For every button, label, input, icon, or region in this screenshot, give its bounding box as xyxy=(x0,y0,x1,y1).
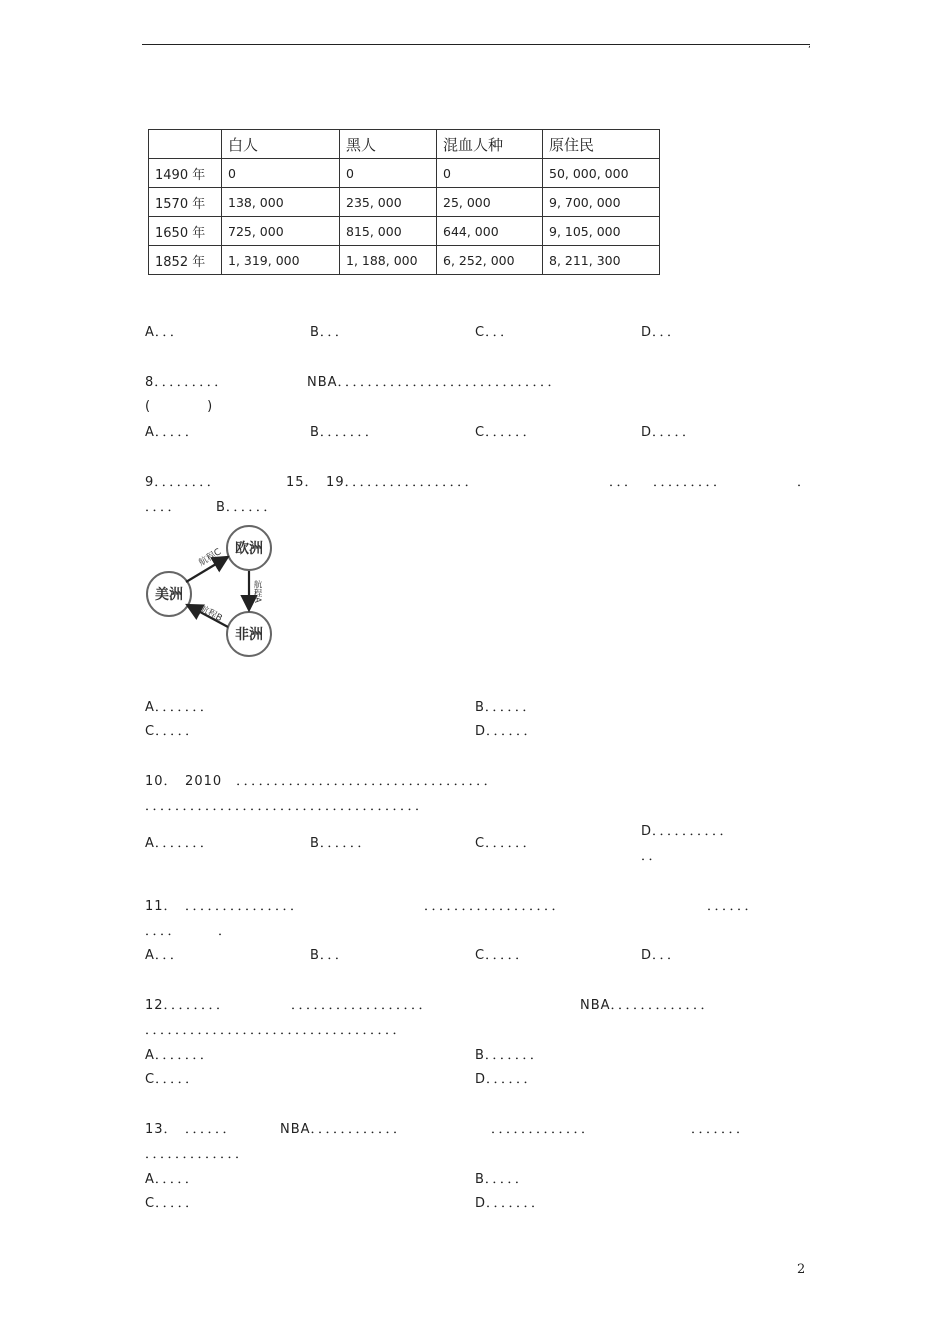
table-cell: 644, 000 xyxy=(437,217,543,246)
q7-option-b: B．．． xyxy=(310,325,349,340)
q9-stem-part5: ． xyxy=(797,475,812,490)
q13-option-a: A．．．．． xyxy=(145,1172,199,1187)
q12-option-b: B．．．．．．． xyxy=(475,1048,544,1063)
table-header-cell: 混血人种 xyxy=(437,130,543,159)
q13-stem-part1: 13． ．．．．．． xyxy=(145,1122,237,1137)
q9-stem-part2: 15． 19．．．．．．．．．．．．．．．．． xyxy=(286,475,479,490)
route-a-label: 航程A xyxy=(252,580,262,603)
table-cell: 9, 700, 000 xyxy=(543,188,660,217)
q11-stem-part2: ．．．．．．．．．．．．．．．．．． xyxy=(424,899,566,914)
america-label: 美洲 xyxy=(155,587,183,603)
q11-option-b: B．．． xyxy=(310,948,349,963)
europe-label: 欧洲 xyxy=(235,541,263,557)
q8-stem-part1: 8．．．．．．．．． xyxy=(145,375,229,390)
q8-option-a: A．．．．． xyxy=(145,425,199,440)
q8-stem-part2: NBA．．．．．．．．．．．．．．．．．．．．．．．．．．．．． xyxy=(307,375,562,390)
table-cell: 0 xyxy=(437,159,543,188)
q13-stem-line2: ．．．．．．．．．．．．． xyxy=(145,1147,250,1162)
q9-option-d: D．．．．．． xyxy=(475,724,538,739)
africa-node xyxy=(227,612,271,656)
q12-stem-part3: NBA．．．．．．．．．．．．． xyxy=(580,998,715,1013)
table-cell: 1852 年 xyxy=(149,246,222,275)
table-header-cell: 原住民 xyxy=(543,130,660,159)
q7-option-a: A．．． xyxy=(145,325,184,340)
europe-node xyxy=(227,526,271,570)
population-table xyxy=(148,129,660,275)
q10-stem-line2: ．．．．．．．．．．．．．．．．．．．．．．．．．．．．．．．．．．．．． xyxy=(145,799,430,814)
q13-option-b: B．．．．． xyxy=(475,1172,529,1187)
q11-stem-part5: ． xyxy=(218,924,233,939)
q13-stem-part2: NBA．．．．．．．．．．．． xyxy=(280,1122,408,1137)
table-cell: 25, 000 xyxy=(437,188,543,217)
q9-stem-part6: ．．．． xyxy=(145,500,182,515)
table-header-cell xyxy=(149,130,222,159)
q11-option-c: C．．．．． xyxy=(475,948,530,963)
q9-option-c: C．．．．． xyxy=(145,724,200,739)
table-row xyxy=(149,246,660,275)
table-cell: 1, 319, 000 xyxy=(222,246,340,275)
table-cell: 138, 000 xyxy=(222,188,340,217)
table-cell: 815, 000 xyxy=(340,217,437,246)
q12-stem-line2: ．．．．．．．．．．．．．．．．．．．．．．．．．．．．．．．．．． xyxy=(145,1023,407,1038)
q12-option-c: C．．．．． xyxy=(145,1072,200,1087)
route-b-label: 航程B xyxy=(197,603,224,625)
q13-option-d: D．．．．．．． xyxy=(475,1196,546,1211)
q9-option-b: B．．．．．． xyxy=(475,700,537,715)
table-row xyxy=(149,159,660,188)
table-cell: 1490 年 xyxy=(149,159,222,188)
q9-stem-part3: ．．． xyxy=(609,475,639,490)
q9-stem-part1: 9．．．．．．．． xyxy=(145,475,221,490)
q8-stem-bracket: ( ) xyxy=(145,399,214,414)
q13-stem-part4: ．．．．．．． xyxy=(691,1122,751,1137)
table-cell: 235, 000 xyxy=(340,188,437,217)
table-cell: 1650 年 xyxy=(149,217,222,246)
header-rule xyxy=(142,44,810,45)
q12-option-d: D．．．．．． xyxy=(475,1072,538,1087)
q9-stem-part4: ．．．．．．．．． xyxy=(653,475,728,490)
america-node xyxy=(147,572,191,616)
table-header-cell: 黑人 xyxy=(340,130,437,159)
q8-option-c: C．．．．．． xyxy=(475,425,537,440)
q10-option-d-cont: ．． xyxy=(641,849,663,864)
q11-option-d: D．．． xyxy=(641,948,682,963)
q12-stem-part2: ．．．．．．．．．．．．．．．．．． xyxy=(291,998,433,1013)
q9-option-a: A．．．．．．． xyxy=(145,700,214,715)
q7-option-c: C．．． xyxy=(475,325,515,340)
q7-option-d: D．．． xyxy=(641,325,682,340)
q13-option-c: C．．．．． xyxy=(145,1196,200,1211)
table-cell: 8, 211, 300 xyxy=(543,246,660,275)
table-header-cell: 白人 xyxy=(222,130,340,159)
triangle-trade-diagram xyxy=(143,522,278,658)
table-cell: 0 xyxy=(222,159,340,188)
q8-option-d: D．．．．． xyxy=(641,425,697,440)
table-cell: 50, 000, 000 xyxy=(543,159,660,188)
q12-option-a: A．．．．．．． xyxy=(145,1048,214,1063)
table-cell: 0 xyxy=(340,159,437,188)
q11-option-a: A．．． xyxy=(145,948,184,963)
q10-option-c: C．．．．．． xyxy=(475,836,537,851)
q11-stem-part4: ．．．． xyxy=(145,924,182,939)
q13-stem-part3: ．．．．．．．．．．．．． xyxy=(491,1122,596,1137)
table-cell: 9, 105, 000 xyxy=(543,217,660,246)
table-cell: 725, 000 xyxy=(222,217,340,246)
q11-stem-part1: 11． ．．．．．．．．．．．．．．． xyxy=(145,899,305,914)
q10-option-b: B．．．．．． xyxy=(310,836,372,851)
route-c-label: 航程C xyxy=(197,547,224,569)
table-row xyxy=(149,217,660,246)
q8-option-b: B．．．．．．． xyxy=(310,425,379,440)
table-cell: 1, 188, 000 xyxy=(340,246,437,275)
q12-stem-part1: 12．．．．．．．． xyxy=(145,998,231,1013)
header-rule-mark: , xyxy=(808,40,811,50)
africa-label: 非洲 xyxy=(235,627,263,643)
q11-stem-part3: ．．．．．． xyxy=(707,899,759,914)
page-number: 2 xyxy=(797,1262,806,1277)
table-row xyxy=(149,188,660,217)
q10-option-a: A．．．．．．． xyxy=(145,836,214,851)
table-header-row xyxy=(149,130,660,159)
table-cell: 6, 252, 000 xyxy=(437,246,543,275)
q10-stem-line1: 10． 2010 ．．．．．．．．．．．．．．．．．．．．．．．．．．．．．．．．．． xyxy=(145,774,498,789)
table-cell: 1570 年 xyxy=(149,188,222,217)
q10-option-d: D．．．．．．．．．． xyxy=(641,824,734,839)
q9-stem-part7: B．．．．．． xyxy=(216,500,278,515)
